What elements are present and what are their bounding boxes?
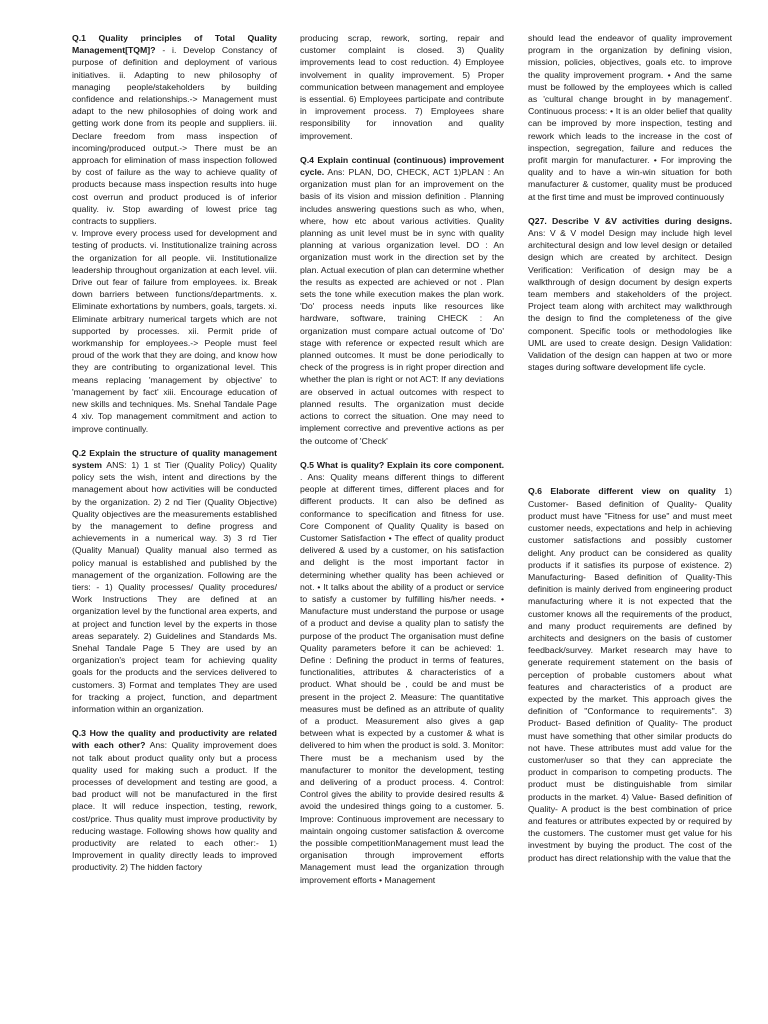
q4-text: Ans: PLAN, DO, CHECK, ACT 1)PLAN : An organization must plan for an improvement on the basis of its vision and mission definition . Planning includes answering questions such as who, when, where, how etc about various activities. Quality planning as unit level must be in sync with quality planning at various organization level. DO : An organization must work in the direction set by the plan. Actual execution of plan can determine whether the results as expected are achieved or not . Plan sets the tone while execution makes the plan work. 'Do' process needs inputs like resources like hardware, software, training CHECK : An organization must compare actual outcome of 'Do' stage with reference or expected result which are planned outcomes. It must be done periodically to check of the progress is in right proper direction and whether the plan is right or not ACT: If any deviations are observed in actual outcomes with respect to planned results. The organization must decide actions to correct the situation. One may need to implement corrective and preventive actions as per the outcome of 'Check' [300,167,504,446]
q1-paragraph [72,32,277,227]
blank-space [528,373,732,485]
q2-text: ANS: 1) 1 st Tier (Quality Policy) Quality policy sets the wish, intent and directions by the management about how activities will be conducted by the organization. 2) 2 nd Tier (Quality Objective) Quality objectives are the measurements established by the management to define progress and achievements in a numerical way. 3) 3 rd Tier (Quality Manual) Quality manual also termed as policy manual is established and published by the management of the organization. Following are the tiers: - 1) Quality processes/ Quality procedures/ Work Instructions They are defined at an organization level by the functional area experts, and at project and function level by the experts in those areas separately. 2) Guidelines and Standards Ms. Snehal Tandale Page 5 They are used by an organization's project team for achieving quality goals for the products and the services delivered to customers. 3) Format and templates They are used for tracking a project, function, and department information within an organization. [72,459,277,714]
column-left [72,32,277,874]
spacer [72,715,277,727]
q2-heading: Q.2 Explain the structure of quality management system [72,447,277,470]
q2-paragraph [72,447,277,715]
column-middle [300,32,504,886]
q1-text: - i. Develop Constancy of purpose of definition and deployment of various initiatives. ii. Adapting to new philosophy of managing people/stakeholders by building confidence and relationships.-> Management must adapt to the new philosophies of doing work and getting work done from its people and suppliers. iii. Declare freedom from mass inspection of incoming/produced output.-> There must be an approach for elimination of mass inspection followed by cost of failure as the way to achieve quality of products because mass inspection results into huge cost overrun and product produced is of inferior quality. iv. Stop awarding of lowest price tag contracts to suppliers. [72,45,277,227]
q5-text-continued: should lead the endeavor of quality improvement program in the organization by defining vision, mission, policies, objectives, goals etc. to improve the quality improvement program. • And the same must be followed by the employees which is called as 'cultural change brought in by management'. Continuous process: • It is an older belief that quality can be improved by more inspection, testing and rework which leads to the increase in the cost of inspection, segregation, failure and reduces the profit margin for manufacturer. • For improving the quality and to have a win-win situation for both manufacturer & customer, quality must be produced at the first time and must be improved continuously [528,33,732,202]
q4-paragraph [300,154,504,447]
q5-paragraph [300,459,504,886]
q27-text: Ans: V & V model Design may include high level architectural design and low level design or detailed design which are created by architect. Design Verification: Verification of design may be a walkthrough of design document by design experts team members and stakeholders of the project. Project team along with architect may walkthrough the design to find the completeness of the give component. Specific tools or methodologies like UML are used to create design. Design Validation: Validation of the design can happen at two or more stages during software development life cycle. [528,228,732,373]
q3-paragraph [72,727,277,873]
column-right [528,32,732,864]
q6-heading: Q.6 Elaborate different view on quality [528,486,716,497]
q3-heading: Q.3 How the quality and productivity are related with each other? [72,728,277,751]
q6-text: 1) Customer- Based definition of Quality- Quality product must have "Fitness for use" and must meet customer needs, expectations and help in achieving customer satisfactions and possibly customer delight. Any product can be considered as quality products if it satisfies its purpose of existence. 2) Manufacturing- Based definition of Quality-This definition is mainly derived from engineering product manufacturing where it is not expected that the customer knows all the requirements of the product, and many product requirements are defined by architects and designers on the basis of customer feedback/survey. Market research may have to generate requirement statement on the basis of perception of probable customers about what features and characteristics of a product are expected by the market. This approach gives the definition of "Conformance to requirements". 3) Product- Based definition of Quality- The product must have something that other similar products do not have. These attributes must add value for the customer/user so that they can appreciate the product in comparison to competing products. The product must be distinguishable from similar products in the market. 4) Value- Based definition of Quality- A product is the best combination of price and features or attributes expected by or required by the customers. The customer must get value for his investment by buying the product. The cost of the product has direct relationship with the value that the [528,486,732,863]
q27-heading: Q27. Describe V &V activities during designs. [528,215,732,226]
spacer [300,447,504,459]
q5-text: . Ans: Quality means different things to different people at different times, different places and for different products. It can also be defined as conformance to specification and fitness for use. Core Component of Quality Quality is based on Customer Satisfaction • The effect of quality product delivered & used by a customer, on his satisfaction and delight is the most important factor in determining whether quality has been achieved or not. • It talks about the ability of a product or service to satisfy a customer by fulfilling his/her needs. • Manufacture must understand the purpose or usage of a product and devise a quality plan to satisfy the purpose of the product The organisation must define Quality parameters before it can be achieved: 1. Define : Defining the product in terms of features, functionalities, attributes & characteristics of a product. What should be , could be and must be present in the project 2. Measure: The quantitative measures must be defined as an attribute of quality of a product. Measurement also gives a gap between what is expected by a customer & what is delivered to him when the product is sold. 3. Monitor: There must be a mechanism used by the manufacturer to monitor the development, testing and delivering of a product process. 4. Control: Control gives the ability to provide desired results & avoid the undesired things going to a customer. 5. Improve: Continuous improvement are necessary to maintain ongoing customer satisfaction & overcome the possible competitionManagement must lead the organisation through improvement efforts Management must lead the organization through improvement efforts • Management [300,471,504,885]
q6-paragraph [528,485,732,863]
q1-text-continued: v. Improve every process used for development and testing of products. vi. Institutionalize training across the organization for all people. vii. Institutionalize leadership throughout organization at each level. viii. Drive out fear of failure from employees. ix. Break down barriers between functions/departments. x. Eliminate exhortations by numbers, goals, targets. xi. Eliminate arbitrary numerical targets which are not supported by processes. xii. Permit pride of workmanship for employees.-> People must feel proud of the work that they are doing, and know how they are contributing to organizational level. This means replacing 'management by objective' to 'management by fact' xiii. Encourage education of new skills and techniques. Ms. Snehal Tandale Page 4 xiv. Top management commitment and action to improve continually. [72,228,277,434]
spacer [300,142,504,154]
spacer [72,435,277,447]
q5-heading: Q.5 What is quality? Explain its core component. [300,459,504,470]
q1-heading: Q.1 Quality principles of Total Quality Management[TQM]? [72,33,277,56]
q3-text-continued: producing scrap, rework, sorting, repair and customer complaint is closed. 3) Quality improvements lead to cost reduction. 4) Employee involvement in quality improvement. 5) Proper communication between management and employee is essential. 6) Employees participate and contribute in improvement process. 7) Employees share responsibility for innovation and quality improvement. [300,33,504,141]
q3-text: Ans: Quality improvement does not talk about product quality only but a process quality used for making such a product. If the processes of development and testing are good, a bad product will not be manufactured in the first place. It will reduce inspection, testing, rework, cost/price. Thus quality must improve productivity by reducing wastage. Following shows how quality and productivity are related to each other:- 1) Improvement in quality directly leads to improved productivity. 2) The hidden factory [72,740,277,873]
q4-heading: Q.4 Explain continual (continuous) improvement cycle. [300,154,504,178]
spacer [528,203,732,215]
q27-paragraph [528,215,732,374]
